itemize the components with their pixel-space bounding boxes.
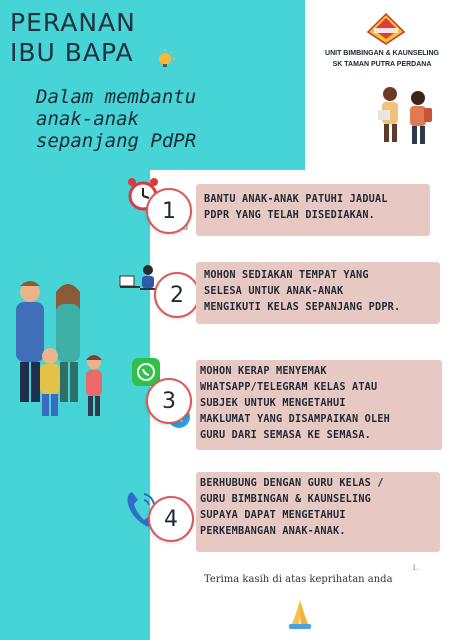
- school-logo: [366, 12, 406, 46]
- kids-illustration: [368, 80, 440, 150]
- step-4-line-1: BERHUBUNG DENGAN GURU KELAS /: [200, 478, 384, 489]
- title-line-1: PERANAN: [10, 8, 136, 37]
- step-2-line-3: MENGIKUTI KELAS SEPANJANG PDPR.: [204, 302, 401, 313]
- org-name: [318, 48, 446, 70]
- step-3-line-2: WHATSAPP/TELEGRAM KELAS ATAU: [200, 382, 378, 393]
- subtitle-line-3: sepanjang PdPR: [36, 130, 197, 152]
- step-2-line-1: MOHON SEDIAKAN TEMPAT YANG: [204, 270, 369, 281]
- subtitle-line-2: anak-anak: [36, 108, 139, 130]
- step-1-number-circle: [146, 188, 192, 234]
- step-1-line-1: BANTU ANAK-ANAK PATUHI JADUAL: [204, 194, 388, 205]
- step-4-line-3: SUPAYA DAPAT MENGETAHUI: [200, 510, 346, 521]
- step-3-line-4: MAKLUMAT YANG DISAMPAIKAN OLEH: [200, 414, 391, 425]
- praying-hands-icon: [283, 596, 317, 630]
- step-3-line-1: MOHON KERAP MENYEMAK: [200, 366, 327, 377]
- footer-marker: 1.: [412, 564, 419, 572]
- lightbulb-icon: [154, 48, 176, 70]
- org-line-1: UNIT BIMBINGAN & KAUNSELING: [325, 50, 439, 57]
- study-desk-icon: [118, 262, 158, 296]
- step-1-number: 1: [162, 198, 176, 224]
- step-2-number: 2: [170, 282, 184, 308]
- step-4-line-2: GURU BIMBINGAN & KAUNSELING: [200, 494, 372, 505]
- page-title: [10, 8, 136, 68]
- step-3-line-5: GURU DARI SEMASA KE SEMASA.: [200, 430, 372, 441]
- step-1-text: [204, 192, 388, 224]
- step-4-number: 4: [164, 506, 178, 532]
- step-4-line-4: PERKEMBANGAN ANAK-ANAK.: [200, 526, 346, 537]
- step-2-line-2: SELESA UNTUK ANAK-ANAK: [204, 286, 344, 297]
- step-3-line-3: SUBJEK UNTUK MENGETAHUI: [200, 398, 346, 409]
- family-illustration: [0, 270, 118, 440]
- page-subtitle: [36, 86, 196, 152]
- step-2-number-circle: [154, 272, 200, 318]
- step-3-text: [200, 364, 390, 444]
- org-line-2: SK TAMAN PUTRA PERDANA: [332, 61, 432, 68]
- step-1-line-2: PDPR YANG TELAH DISEDIAKAN.: [204, 210, 376, 221]
- step-3-number-circle: [146, 378, 192, 424]
- thank-you-note: Terima kasih di atas keprihatan anda: [204, 574, 393, 585]
- step-4-number-circle: [148, 496, 194, 542]
- title-line-2: IBU BAPA: [10, 38, 134, 67]
- step-2-text: [204, 268, 400, 316]
- subtitle-line-1: Dalam membantu: [36, 86, 197, 108]
- step-3-number: 3: [162, 388, 176, 414]
- step-4-text: [200, 476, 384, 540]
